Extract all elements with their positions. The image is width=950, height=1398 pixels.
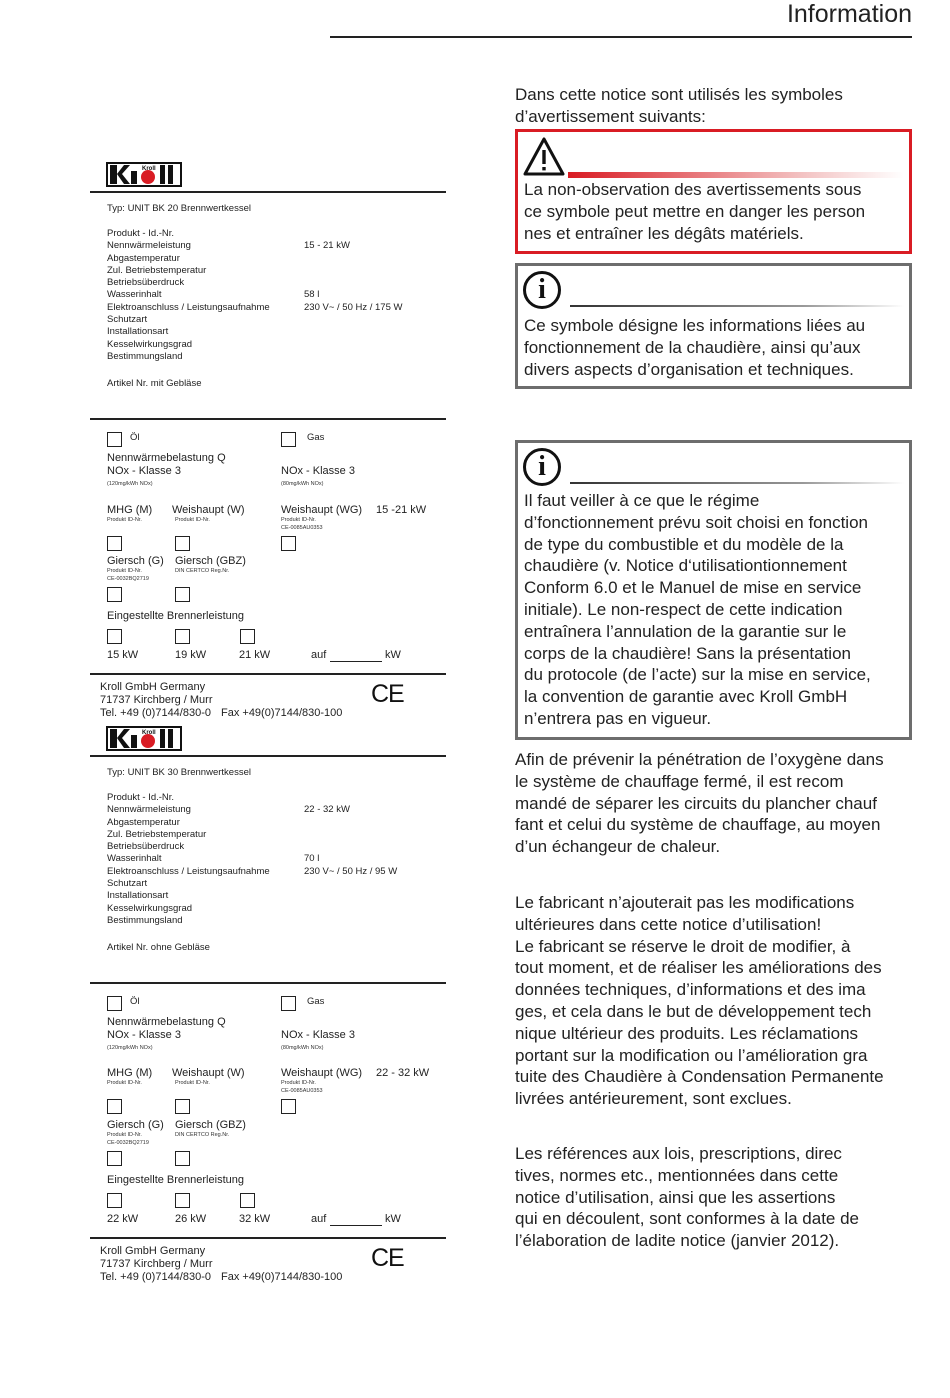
warning-line: nes et entraîner les dégâts matériels. — [524, 223, 804, 243]
paragraph-line: nique ultérieur des produits. Les réclamations — [515, 1023, 859, 1043]
field-label: Bestimmungsland — [107, 914, 183, 926]
giersch-g-cert: CE-0032BQ2719 — [107, 1140, 149, 1146]
paragraph-line: le système de chauffage fermé, il est recom — [515, 771, 844, 791]
paragraph-oxygen — [515, 749, 884, 858]
oil-label: Öl — [130, 432, 140, 443]
paragraph-line: Les références aux lois, prescriptions, direc — [515, 1144, 842, 1163]
paragraph-line: fant et celui du système de chauffage, au moyen — [515, 815, 881, 835]
weishaupt-wg-cert: CE-0085AU0353 — [281, 1088, 323, 1094]
field-label: Wasserinhalt — [107, 289, 162, 301]
plate-artikel: Artikel Nr. ohne Gebläse — [107, 942, 210, 953]
info-line: entraînera l’annulation de la garantie sur le — [524, 621, 847, 641]
nox-right-sub: (80mg/kWh NOx) — [281, 481, 324, 487]
field-label: Nennwärmeleistung — [107, 240, 191, 252]
field-label: Installationsart — [107, 890, 169, 902]
nox-right-sub: (80mg/kWh NOx) — [281, 1045, 324, 1051]
info-circle-icon: i — [523, 448, 561, 486]
auf-label: auf — [311, 1213, 327, 1225]
plate-values — [304, 792, 444, 878]
paragraph-line: portant sur la modification ou l’amélioration gra — [515, 1045, 868, 1065]
weishaupt-wg-sub: Produkt ID-Nr. — [281, 1080, 316, 1086]
giersch-g-cert: CE-0032BQ2719 — [107, 576, 149, 582]
nox-right: NOx - Klasse 3 — [281, 1029, 355, 1041]
power-label-1: 22 kW — [107, 1213, 139, 1225]
company-line: Kroll GmbH Germany — [100, 1245, 206, 1257]
auf-label: auf — [311, 649, 327, 661]
power-checkbox-2[interactable] — [175, 1193, 190, 1208]
gas-label: Gas — [307, 432, 325, 443]
weishaupt-wg-checkbox[interactable] — [281, 536, 296, 551]
giersch-gbz-checkbox[interactable] — [175, 1151, 190, 1166]
field-value: 22 - 32 kW — [304, 804, 350, 816]
giersch-gbz-label: Giersch (GBZ) — [175, 1119, 246, 1131]
company-line: 71737 Kirchberg / Murr — [100, 694, 213, 706]
plate-type: Typ: UNIT BK 30 Brennwertkessel — [107, 767, 251, 778]
paragraph-line: notice d’utilisation, ainsi que les assertions — [515, 1187, 836, 1207]
power-label-2: 19 kW — [175, 649, 207, 661]
weishaupt-wg-range: 15 -21 kW — [376, 504, 427, 516]
info-line: Ce symbole désigne les informations liées au — [524, 316, 866, 335]
logo-text: Kroll — [142, 166, 156, 172]
field-value — [304, 277, 444, 289]
field-value — [304, 265, 444, 277]
info-line: initiale). Le non-respect de cette indication — [524, 599, 843, 619]
kroll-logo — [106, 162, 184, 188]
weishaupt-wg-label: Weishaupt (WG) — [281, 504, 363, 516]
field-label: Bestimmungsland — [107, 350, 183, 362]
paragraph-line: ges, et cela dans le but de développement tech — [515, 1001, 872, 1021]
plate-rule — [90, 418, 446, 420]
field-label: Betriebsüberdruck — [107, 841, 185, 853]
weishaupt-w-checkbox[interactable] — [175, 536, 190, 551]
intro-line: d’avertissement suivants: — [515, 106, 706, 126]
giersch-gbz-checkbox[interactable] — [175, 587, 190, 602]
nox-left-sub: (120mg/kWh NOx) — [107, 481, 153, 487]
power-checkbox-3[interactable] — [240, 1193, 255, 1208]
plate-rule — [90, 982, 446, 984]
ce-mark: CE — [371, 680, 404, 708]
info-box-warranty — [515, 440, 912, 740]
auf-unit: kW — [385, 649, 401, 661]
paragraph-references — [515, 1143, 859, 1252]
field-label: Produkt - Id.-Nr. — [107, 228, 175, 239]
field-value — [304, 792, 444, 804]
oil-label: Öl — [130, 996, 140, 1007]
plate-values — [304, 228, 444, 314]
giersch-g-checkbox[interactable] — [107, 1151, 122, 1166]
eingestellte-label: Eingestellte Brennerleistung — [107, 610, 244, 622]
info-box — [515, 263, 912, 389]
intro-text — [515, 84, 843, 128]
company-address — [100, 681, 342, 720]
nameplate-unit-bk-20 — [90, 160, 446, 720]
giersch-g-label: Giersch (G) — [107, 555, 164, 567]
page-title: Information — [786, 0, 912, 28]
power-checkbox-2[interactable] — [175, 629, 190, 644]
info-bar — [570, 482, 904, 484]
nox-right: NOx - Klasse 3 — [281, 465, 355, 477]
info-line: n’entrera pas en vigueur. — [524, 708, 712, 728]
mhg-sub: Produkt ID-Nr. — [107, 517, 142, 523]
paragraph-line: l’élaboration de ladite notice (janvier 2012). — [515, 1231, 840, 1251]
paragraph-line: tuite des Chaudière à Condensation Permanente — [515, 1067, 884, 1087]
giersch-g-sub: Produkt ID-Nr. — [107, 568, 142, 574]
plate-artikel: Artikel Nr. mit Gebläse — [107, 378, 202, 389]
plate-rule — [90, 673, 446, 675]
mhg-checkbox[interactable] — [107, 536, 122, 551]
plate-rule — [90, 191, 446, 193]
paragraph-line: Le fabricant n’ajouterait pas les modifications — [515, 893, 855, 912]
giersch-g-checkbox[interactable] — [107, 587, 122, 602]
info-line: de type du combustible et du modèle de la — [524, 534, 844, 554]
mhg-sub: Produkt ID-Nr. — [107, 1080, 142, 1086]
power-label-3: 21 kW — [239, 649, 271, 661]
info-line: d’fonctionnement prévu soit choisi en fonction — [524, 512, 868, 532]
company-tel: Tel. +49 (0)7144/830-0 — [100, 1271, 211, 1283]
power-label-2: 26 kW — [175, 1213, 207, 1225]
plate-rule — [90, 755, 446, 757]
field-label: Elektroanschluss / Leistungsaufnahme — [107, 301, 270, 313]
gas-checkbox[interactable] — [281, 432, 296, 447]
field-value — [304, 841, 444, 853]
info-bar — [570, 305, 904, 307]
warning-triangle-icon — [522, 136, 566, 178]
info-line: Il faut veiller à ce que le régime — [524, 491, 760, 510]
paragraph-line: données techniques, d’informations et des ima — [515, 980, 866, 1000]
company-fax: Fax +49(0)7144/830-100 — [221, 707, 343, 719]
gas-checkbox[interactable] — [281, 996, 296, 1011]
paragraph-line: tives, normes etc., mentionnées dans cette — [515, 1165, 839, 1185]
info-line: Conform 6.0 et le Manuel de mise en service — [524, 578, 862, 598]
field-label: Wasserinhalt — [107, 853, 162, 865]
company-line: Kroll GmbH Germany — [100, 681, 206, 693]
paragraph-line: tout moment, et de réaliser les améliorations des — [515, 958, 882, 978]
field-value — [304, 829, 444, 841]
auf-input-line[interactable] — [330, 661, 382, 662]
field-value: 15 - 21 kW — [304, 240, 350, 252]
paragraph-line: Le fabricant se réserve le droit de modifier, à — [515, 936, 851, 956]
field-value: 58 l — [304, 289, 320, 301]
paragraph-modifications — [515, 892, 884, 1110]
kroll-logo — [106, 726, 184, 752]
paragraph-line: ultérieures dans cette notice d’utilisation! — [515, 914, 822, 934]
logo-text: Kroll — [142, 730, 156, 736]
weishaupt-wg-checkbox[interactable] — [281, 1099, 296, 1114]
field-label: Abgastemperatur — [107, 816, 180, 828]
warning-line: La non-observation des avertissements sous — [524, 180, 862, 199]
weishaupt-wg-label: Weishaupt (WG) — [281, 1067, 363, 1079]
field-label: Kesselwirkungsgrad — [107, 902, 193, 914]
info-text — [524, 315, 865, 380]
nameplate-unit-bk-30 — [90, 724, 446, 1284]
field-label: Elektroanschluss / Leistungsaufnahme — [107, 865, 270, 877]
oil-checkbox[interactable] — [107, 996, 122, 1011]
power-label-1: 15 kW — [107, 649, 139, 661]
giersch-g-label: Giersch (G) — [107, 1119, 164, 1131]
info-line: corps de la chaudière! Sans la présentation — [524, 643, 851, 663]
info-line: du protocole (de l’acte) sur la mise en service, — [524, 665, 871, 685]
paragraph-line: mandé de séparer les circuits du plancher chauf — [515, 793, 877, 813]
info-line: divers aspects d’organisation et techniques. — [524, 359, 854, 379]
weishaupt-w-checkbox[interactable] — [175, 1099, 190, 1114]
weishaupt-w-sub: Produkt ID-Nr. — [175, 1080, 210, 1086]
intro-line: Dans cette notice sont utilisés les symboles — [515, 85, 843, 104]
field-value: 230 V~ / 50 Hz / 95 W — [304, 865, 398, 877]
field-value: 70 l — [304, 853, 320, 865]
paragraph-line: d’un échangeur de chaleur. — [515, 837, 721, 857]
weishaupt-w-sub: Produkt ID-Nr. — [175, 517, 210, 523]
field-label: Betriebsüberdruck — [107, 277, 185, 289]
weishaupt-wg-cert: CE-0085AU0353 — [281, 525, 323, 531]
paragraph-line: Afin de prévenir la pénétration de l’oxygène dans — [515, 750, 884, 769]
field-label: Abgastemperatur — [107, 252, 180, 264]
power-checkbox-1[interactable] — [107, 629, 122, 644]
warning-line: ce symbole peut mettre en danger les person — [524, 201, 866, 221]
field-label: Nennwärmeleistung — [107, 804, 191, 816]
info-line: fonctionnement de la chaudière, ainsi qu’aux — [524, 337, 861, 357]
giersch-g-sub: Produkt ID-Nr. — [107, 1132, 142, 1138]
giersch-gbz-label: Giersch (GBZ) — [175, 555, 246, 567]
field-label: Kesselwirkungsgrad — [107, 338, 193, 350]
company-tel: Tel. +49 (0)7144/830-0 — [100, 707, 211, 719]
company-line: 71737 Kirchberg / Murr — [100, 1258, 213, 1270]
field-label: Schutzart — [107, 314, 148, 326]
gas-label: Gas — [307, 996, 325, 1007]
field-label: Produkt - Id.-Nr. — [107, 792, 175, 803]
mhg-label: MHG (M) — [107, 1067, 153, 1079]
power-checkbox-3[interactable] — [240, 629, 255, 644]
field-value — [304, 253, 444, 265]
header-rule — [330, 36, 912, 38]
weishaupt-wg-sub: Produkt ID-Nr. — [281, 517, 316, 523]
weishaupt-w-label: Weishaupt (W) — [172, 504, 245, 516]
warning-text — [524, 179, 865, 244]
eingestellte-label: Eingestellte Brennerleistung — [107, 1174, 244, 1186]
nenn-label: Nennwärmebelastung Q — [107, 1016, 226, 1028]
weishaupt-w-label: Weishaupt (W) — [172, 1067, 245, 1079]
auf-input-line[interactable] — [330, 1225, 382, 1226]
info-circle-icon: i — [523, 271, 561, 309]
plate-fields — [107, 228, 270, 363]
mhg-checkbox[interactable] — [107, 1099, 122, 1114]
warning-box — [515, 129, 912, 254]
field-label: Zul. Betriebstemperatur — [107, 264, 207, 276]
power-label-3: 32 kW — [239, 1213, 271, 1225]
ce-mark: CE — [371, 1244, 404, 1272]
nox-left: NOx - Klasse 3 — [107, 465, 181, 477]
auf-unit: kW — [385, 1213, 401, 1225]
plate-type: Typ: UNIT BK 20 Brennwertkessel — [107, 203, 251, 214]
info-warranty-text — [524, 490, 871, 730]
field-value — [304, 817, 444, 829]
giersch-gbz-sub: DIN CERTCO Reg.Nr. — [175, 568, 230, 574]
info-line: chaudière (v. Notice d‘utilisationtionnement — [524, 556, 847, 576]
company-address — [100, 1245, 342, 1284]
plate-rule — [90, 1237, 446, 1239]
field-label: Installationsart — [107, 326, 169, 338]
field-label: Zul. Betriebstemperatur — [107, 828, 207, 840]
info-line: la convention de garantie avec Kroll GmbH — [524, 687, 848, 707]
power-checkbox-1[interactable] — [107, 1193, 122, 1208]
company-fax: Fax +49(0)7144/830-100 — [221, 1271, 343, 1283]
field-label: Schutzart — [107, 878, 148, 890]
paragraph-line: qui en découlent, sont conformes à la date de — [515, 1209, 860, 1229]
nenn-label: Nennwärmebelastung Q — [107, 452, 226, 464]
plate-fields — [107, 792, 270, 927]
paragraph-line: livrées antérieurement, sont exclues. — [515, 1089, 792, 1109]
nox-left: NOx - Klasse 3 — [107, 1029, 181, 1041]
field-value: 230 V~ / 50 Hz / 175 W — [304, 301, 403, 313]
oil-checkbox[interactable] — [107, 432, 122, 447]
giersch-gbz-sub: DIN CERTCO Reg.Nr. — [175, 1132, 230, 1138]
nox-left-sub: (120mg/kWh NOx) — [107, 1045, 153, 1051]
field-value — [304, 228, 444, 240]
mhg-label: MHG (M) — [107, 504, 153, 516]
weishaupt-wg-range: 22 - 32 kW — [376, 1067, 430, 1079]
warning-bar — [568, 172, 904, 178]
